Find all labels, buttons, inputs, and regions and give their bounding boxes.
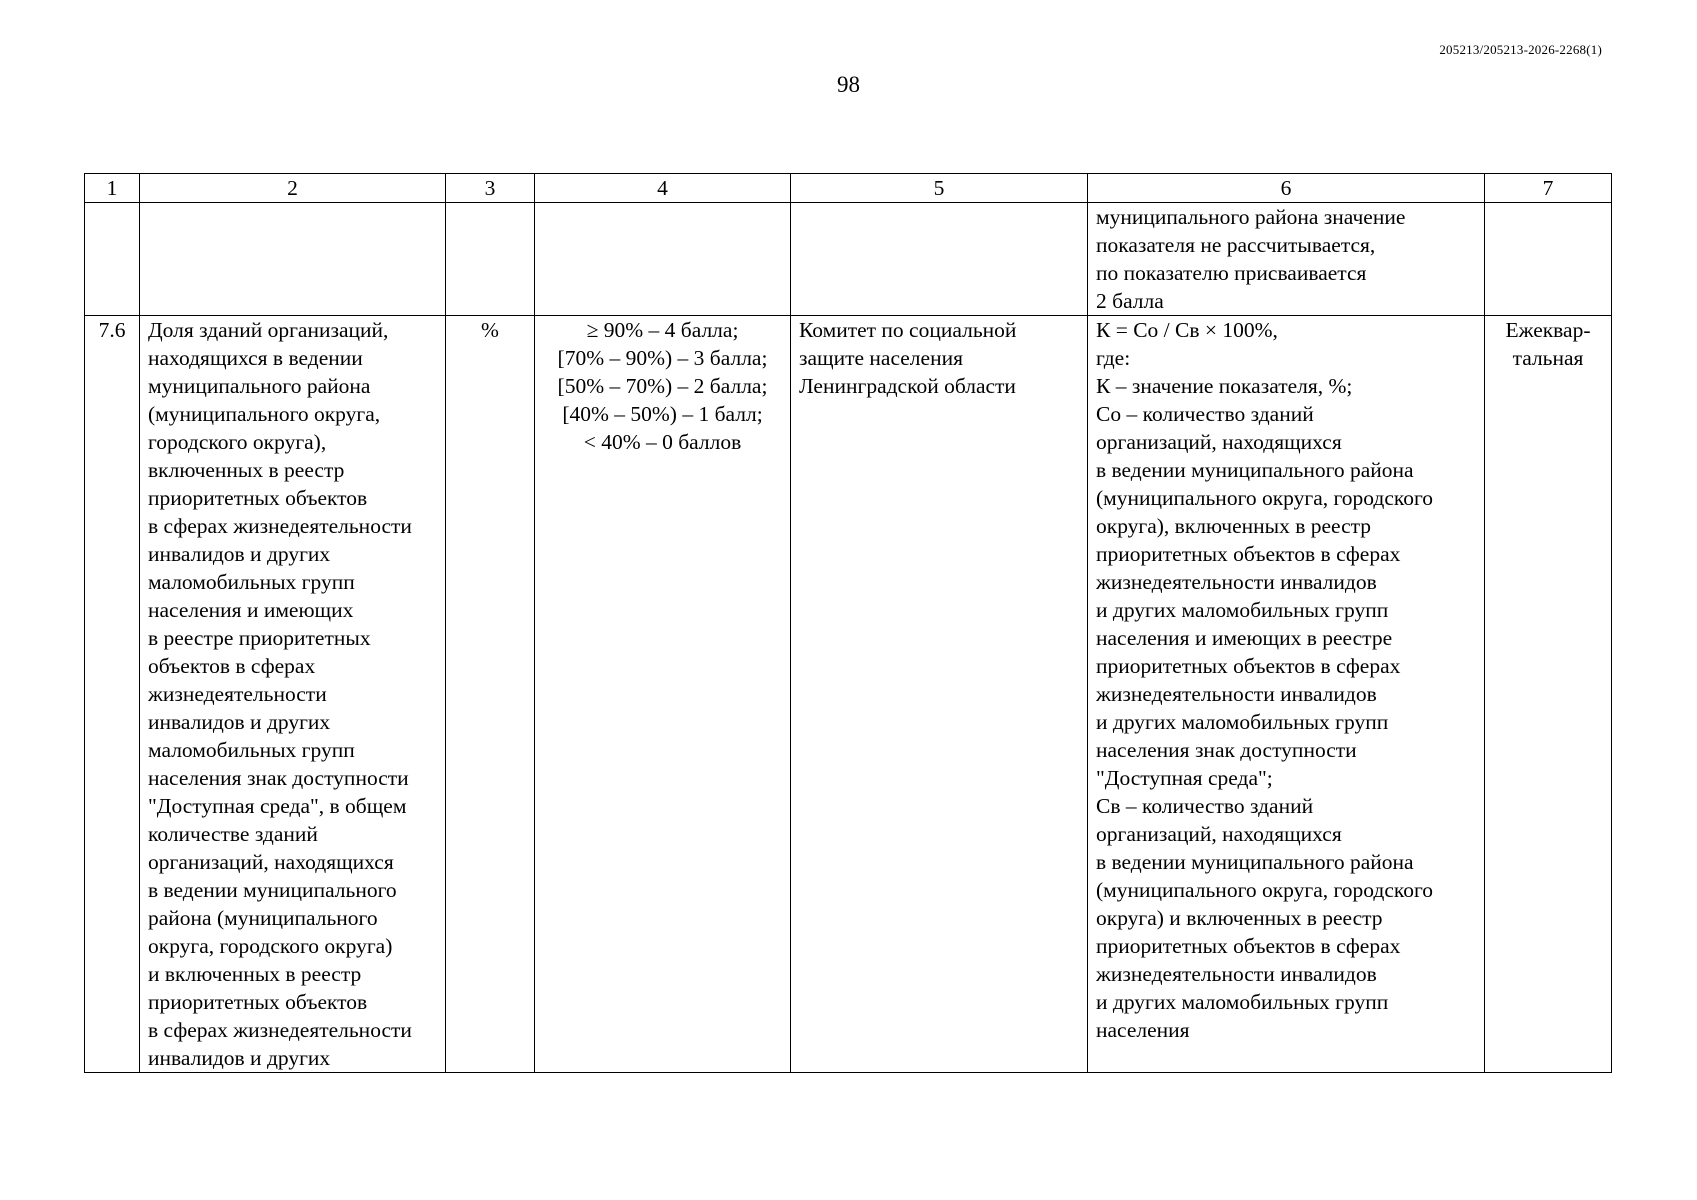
text-line: организаций, находящихся [1096, 430, 1342, 454]
text-line: округа), включенных в реестр [1096, 514, 1372, 538]
text-line: населения и имеющих в реестре [1096, 626, 1393, 650]
text-line: защите населения [799, 346, 963, 370]
text-line: и других маломобильных групп [1096, 990, 1389, 1014]
cont-cell-3 [446, 203, 535, 316]
text-line: жизнедеятельности инвалидов [1096, 962, 1377, 986]
column-header-7: 7 [1485, 174, 1612, 203]
text-line: муниципального района значение [1096, 205, 1406, 229]
column-header-2: 2 [140, 174, 446, 203]
text-line: приоритетных объектов [148, 486, 368, 510]
text-line: [70% – 90%) – 3 балла; [557, 346, 768, 370]
text-line: приоритетных объектов в сферах [1096, 934, 1401, 958]
cont-cell-2 [140, 203, 446, 316]
text-line: в ведении муниципального района [1096, 850, 1414, 874]
text-line: организаций, находящихся [1096, 822, 1342, 846]
text-line: показателя не рассчитывается, [1096, 233, 1376, 257]
cont-cell-4 [535, 203, 791, 316]
text-line: приоритетных объектов [148, 990, 368, 1014]
text-line: [50% – 70%) – 2 балла; [557, 374, 768, 398]
text-line: инвалидов и других [148, 542, 331, 566]
text-line: в ведении муниципального [148, 878, 397, 902]
text-line: Доля зданий организаций, [148, 318, 389, 342]
text-line: приоритетных объектов в сферах [1096, 654, 1401, 678]
page-number: 98 [837, 72, 860, 97]
text-line: Со – количество зданий [1096, 402, 1314, 426]
table-row-7-6 [85, 316, 1612, 1073]
text-line: и включенных в реестр [148, 962, 362, 986]
text-line: организаций, находящихся [148, 850, 394, 874]
indicator-responsible [791, 316, 1088, 1073]
cont-calculation-cell [1088, 203, 1485, 316]
text-line: и других маломобильных групп [1096, 598, 1389, 622]
text-line: тальная [1512, 346, 1584, 370]
indicator-number: 7.6 [85, 316, 140, 1073]
text-line: жизнедеятельности инвалидов [1096, 570, 1377, 594]
text-line: < 40% – 0 баллов [583, 430, 742, 454]
text-line: объектов в сферах [148, 654, 316, 678]
continuation-row [85, 203, 1612, 316]
text-line: "Доступная среда", в общем [148, 794, 407, 818]
document-code: 205213/205213-2026-2268(1) [1439, 42, 1602, 57]
cont-cell-7 [1485, 203, 1612, 316]
text-line: количестве зданий [148, 822, 318, 846]
column-number-row [85, 174, 1612, 203]
text-line: округа) и включенных в реестр [1096, 906, 1383, 930]
indicator-formula [1088, 316, 1485, 1073]
text-line: (муниципального округа, [148, 402, 381, 426]
text-line: по показателю присваивается [1096, 261, 1367, 285]
text-line: Св – количество зданий [1096, 794, 1314, 818]
indicator-scoring [535, 316, 791, 1073]
text-line: населения и имеющих [148, 598, 354, 622]
text-line: в реестре приоритетных [148, 626, 371, 650]
text-line: и других маломобильных групп [1096, 710, 1389, 734]
text-line: Комитет по социальной [799, 318, 1017, 342]
text-line: жизнедеятельности инвалидов [1096, 682, 1377, 706]
text-line: в сферах жизнедеятельности [148, 514, 412, 538]
text-line: где: [1096, 346, 1131, 370]
text-line: инвалидов и других [148, 1046, 331, 1070]
column-header-3: 3 [446, 174, 535, 203]
text-line: приоритетных объектов в сферах [1096, 542, 1401, 566]
text-line: включенных в реестр [148, 458, 345, 482]
column-header-4: 4 [535, 174, 791, 203]
text-line: населения знак доступности [1096, 738, 1357, 762]
text-line: находящихся в ведении [148, 346, 363, 370]
indicator-unit: % [446, 316, 535, 1073]
text-line: маломобильных групп [148, 738, 355, 762]
column-header-6: 6 [1088, 174, 1485, 203]
text-line: маломобильных групп [148, 570, 355, 594]
text-line: (муниципального округа, городского [1096, 486, 1434, 510]
text-line: ≥ 90% – 4 балла; [586, 318, 739, 342]
text-line: "Доступная среда"; [1096, 766, 1273, 790]
indicator-periodicity [1485, 316, 1612, 1073]
column-header-5: 5 [791, 174, 1088, 203]
text-line: населения знак доступности [148, 766, 409, 790]
text-line: муниципального района [148, 374, 371, 398]
text-line: инвалидов и других [148, 710, 331, 734]
indicator-name [140, 316, 446, 1073]
text-line: (муниципального округа, городского [1096, 878, 1434, 902]
text-line: населения [1096, 1018, 1190, 1042]
cont-cell-5 [791, 203, 1088, 316]
text-line: [40% – 50%) – 1 балл; [562, 402, 763, 426]
column-header-1: 1 [85, 174, 140, 203]
text-line: Ежеквар- [1505, 318, 1591, 342]
indicator-table [84, 173, 1612, 1073]
text-line: в ведении муниципального района [1096, 458, 1414, 482]
text-line: городского округа), [148, 430, 327, 454]
text-line: К = Со / Св × 100%, [1096, 318, 1278, 342]
text-line: К – значение показателя, %; [1096, 374, 1353, 398]
text-line: Ленинградской области [799, 374, 1016, 398]
text-line: округа, городского округа) [148, 934, 393, 958]
text-line: 2 балла [1096, 289, 1164, 313]
cont-cell-1 [85, 203, 140, 316]
text-line: в сферах жизнедеятельности [148, 1018, 412, 1042]
text-line: жизнедеятельности [148, 682, 327, 706]
text-line: района (муниципального [148, 906, 378, 930]
